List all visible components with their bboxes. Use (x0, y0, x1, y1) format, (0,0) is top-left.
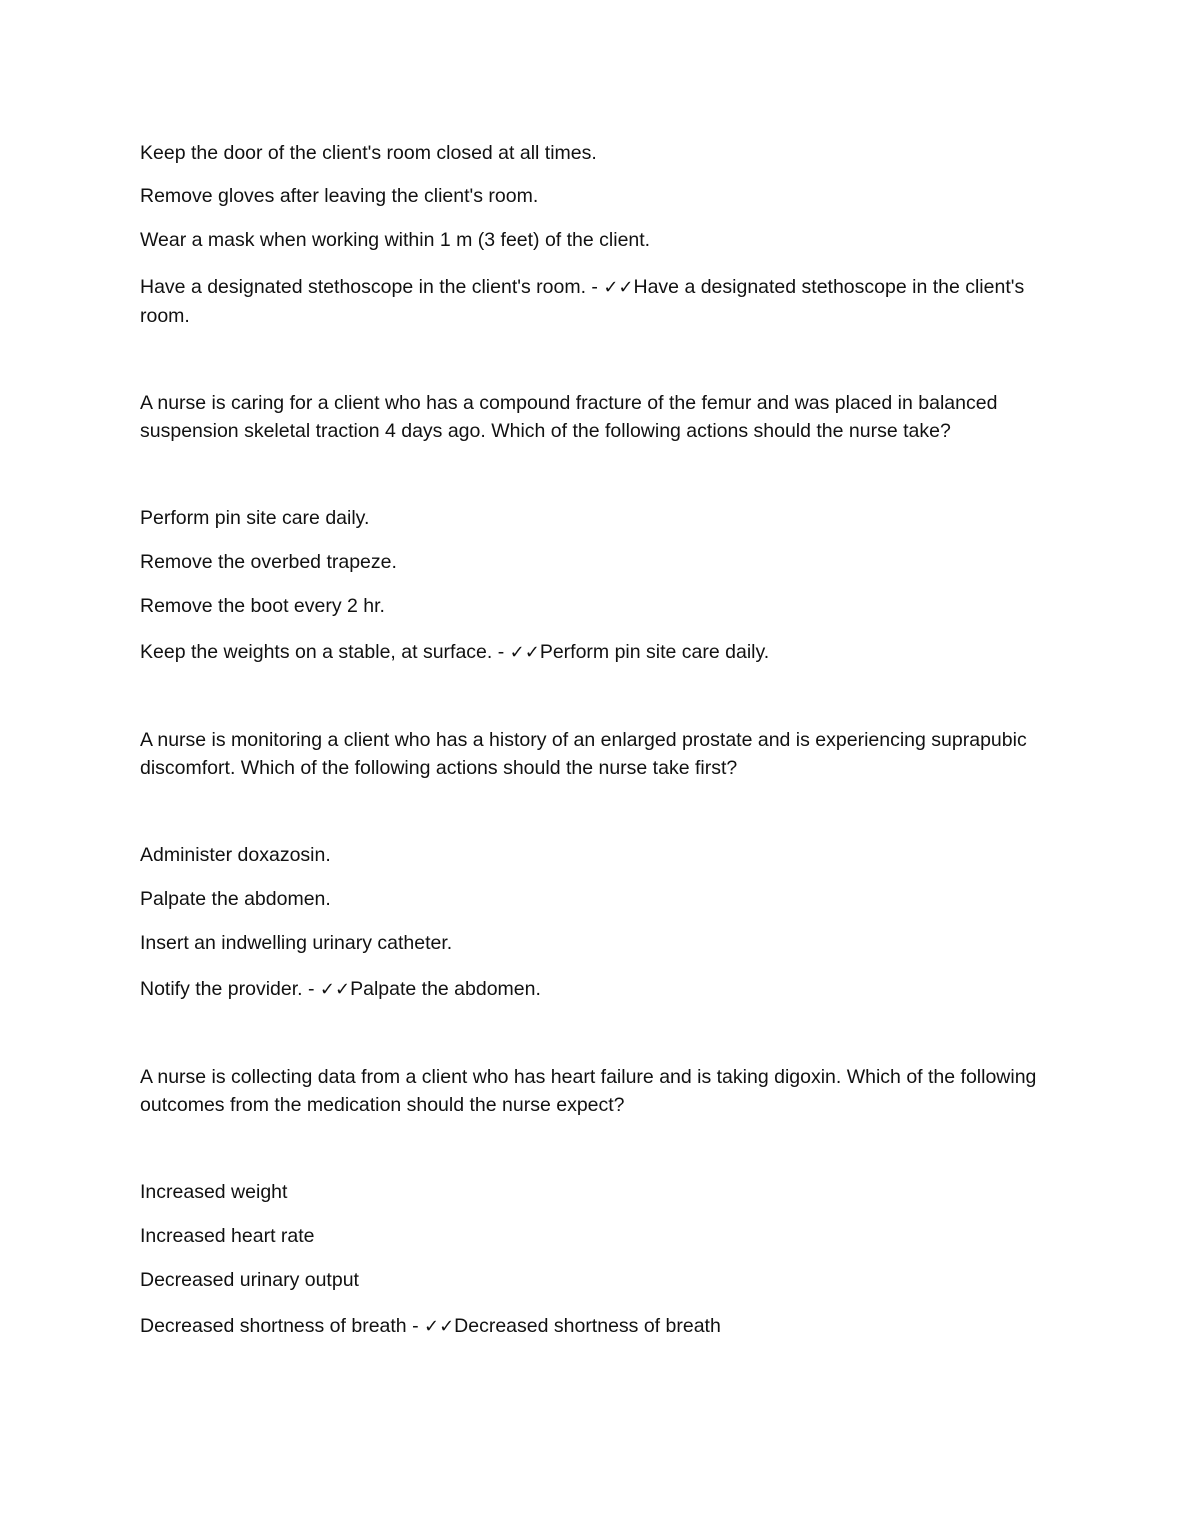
option-text: Notify the provider. - (140, 978, 315, 1000)
document-page (140, 0, 1060, 1540)
option-text: Decreased shortness of breath - (140, 1315, 419, 1337)
option-text: Increased weight (140, 1181, 288, 1203)
question-text: A nurse is collecting data from a client who has heart failure and is taking digoxin. Which of the following outcomes from the medication should the nurse expect? (140, 1066, 1037, 1116)
answer-text: Have a designated stethoscope in the client's room. (140, 276, 1025, 327)
option-with-answer (140, 638, 1060, 667)
question-text: A nurse is caring for a client who has a compound fracture of the femur and was placed in balanced suspension skeletal traction 4 days ago. Which of the following actions should the nurse take? (140, 392, 998, 442)
double-check-icon: ✓✓ (509, 642, 540, 663)
option-text: Increased heart rate (140, 1225, 315, 1247)
option-text: Remove the overbed trapeze. (140, 551, 397, 573)
option-text: Insert an indwelling urinary catheter. (140, 932, 453, 954)
option-text: Remove the boot every 2 hr. (140, 595, 385, 617)
option-text: Have a designated stethoscope in the client's room. - (140, 276, 598, 298)
answer-text: Decreased shortness of breath (454, 1315, 721, 1337)
double-check-icon: ✓✓ (423, 1316, 455, 1337)
option-text: Administer doxazosin. (140, 844, 331, 866)
option-text: Keep the door of the client's room closed at all times. (140, 142, 597, 164)
option-text: Decreased urinary output (140, 1269, 359, 1291)
option-text: Wear a mask when working within 1 m (3 feet) of the client. (140, 229, 651, 251)
option-with-answer (140, 1312, 1060, 1341)
option-text: Palpate the abdomen. (140, 888, 331, 910)
option-with-answer (140, 975, 1060, 1004)
answer-text: Palpate the abdomen. (350, 978, 541, 1000)
option-text: Keep the weights on a stable, at surface. - (140, 641, 505, 663)
double-check-icon: ✓✓ (319, 979, 351, 1000)
question-text: A nurse is monitoring a client who has a history of an enlarged prostate and is experiencing suprapubic discomfort. Which of the following actions should the nurse take first? (140, 729, 1027, 779)
option-with-answer (140, 273, 1060, 330)
option-text: Perform pin site care daily. (140, 507, 370, 529)
answer-text: Perform pin site care daily. (539, 641, 770, 663)
double-check-icon: ✓✓ (603, 277, 634, 298)
option-text: Remove gloves after leaving the client's room. (140, 185, 539, 207)
